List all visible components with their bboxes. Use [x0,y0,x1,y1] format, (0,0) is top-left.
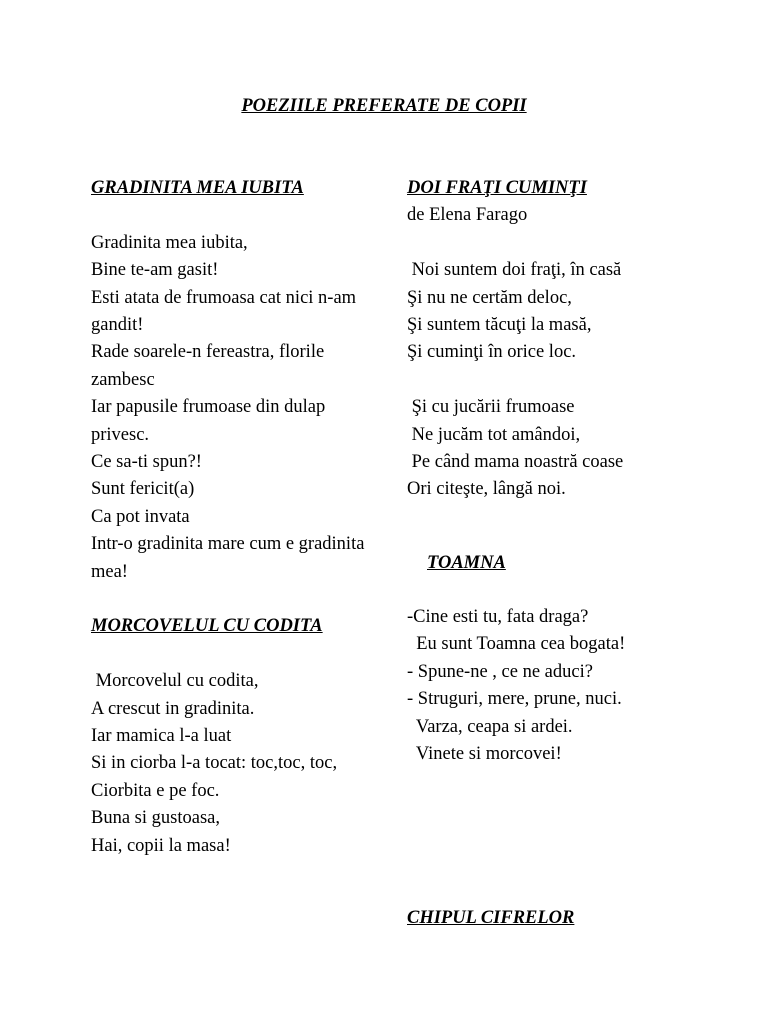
poem-title-morcovelul: MORCOVELUL CU CODITA [91,616,323,637]
poem-line: Intr-o gradinita mare cum e gradinita mea! [91,534,365,582]
left-column [91,175,366,860]
poem-line: Ciorbita e pe foc. [91,780,220,801]
poem-line: Si in ciorba l-a tocat: toc,toc, toc, [91,753,338,774]
poem-author: de Elena Farago [407,205,528,226]
poem-line: - Struguri, mere, prune, nuci. [407,689,622,710]
poem-line: Hai, copii la masa! [91,835,231,856]
poem-line: - Spune-ne , ce ne aduci? [407,661,593,682]
poem-line: Varza, ceapa si ardei. [407,716,573,737]
poem-line: Eu sunt Toamna cea bogata! [407,634,626,655]
poem-line: Iar mamica l-a luat [91,726,232,747]
toamna-poem-body [407,604,707,768]
poem-line: Morcovelul cu codita, [91,671,259,692]
poem-line: Rade soarele-n fereastra, florile zambesc [91,342,325,390]
poem-line: Ori citeşte, lângă noi. [407,479,566,500]
poem-line: Gradinita mea iubita, [91,232,248,253]
poem-title-doi-frati: DOI FRAŢI CUMINŢI [407,178,587,198]
poem-line: Pe când mama noastră coase [407,452,624,473]
poem-line: -Cine esti tu, fata draga? [407,607,589,627]
poem-line: Esti atata de frumoasa cat nici n-am gandit! [91,287,357,336]
poem-line: Sunt fericit(a) [91,479,195,500]
poem-line: Ce sa-ti spun?! [91,452,202,473]
poem-title-gradinita: GRADINITA MEA IUBITA [91,178,304,198]
poem-line: Şi suntem tăcuţi la masă, [407,315,592,336]
poem-line: Ca pot invata [91,506,190,527]
poem-line: Ne jucăm tot amândoi, [407,424,581,445]
poem-line: Iar papusile frumoase din dulap privesc. [91,397,326,445]
poem-line: Bine te-am gasit! [91,260,219,281]
poem-line: Vinete si morcovei! [407,744,562,765]
poem-line: Şi cuminţi în orice loc. [407,342,577,363]
poem-title-chipul-cifrelor: CHIPUL CIFRELOR [407,908,575,928]
poem-line: A crescut in gradinita. [91,698,255,719]
poem-line: Noi suntem doi fraţi, în casă [407,260,622,281]
poem-line: Buna si gustoasa, [91,808,220,829]
document-title: POEZIILE PREFERATE DE COPII [241,96,527,116]
poem-line: Şi cu jucării frumoase [407,397,575,418]
poem-line: Şi nu ne certăm deloc, [407,287,572,308]
right-column [407,175,707,504]
poem-title-toamna: TOAMNA [427,553,506,573]
